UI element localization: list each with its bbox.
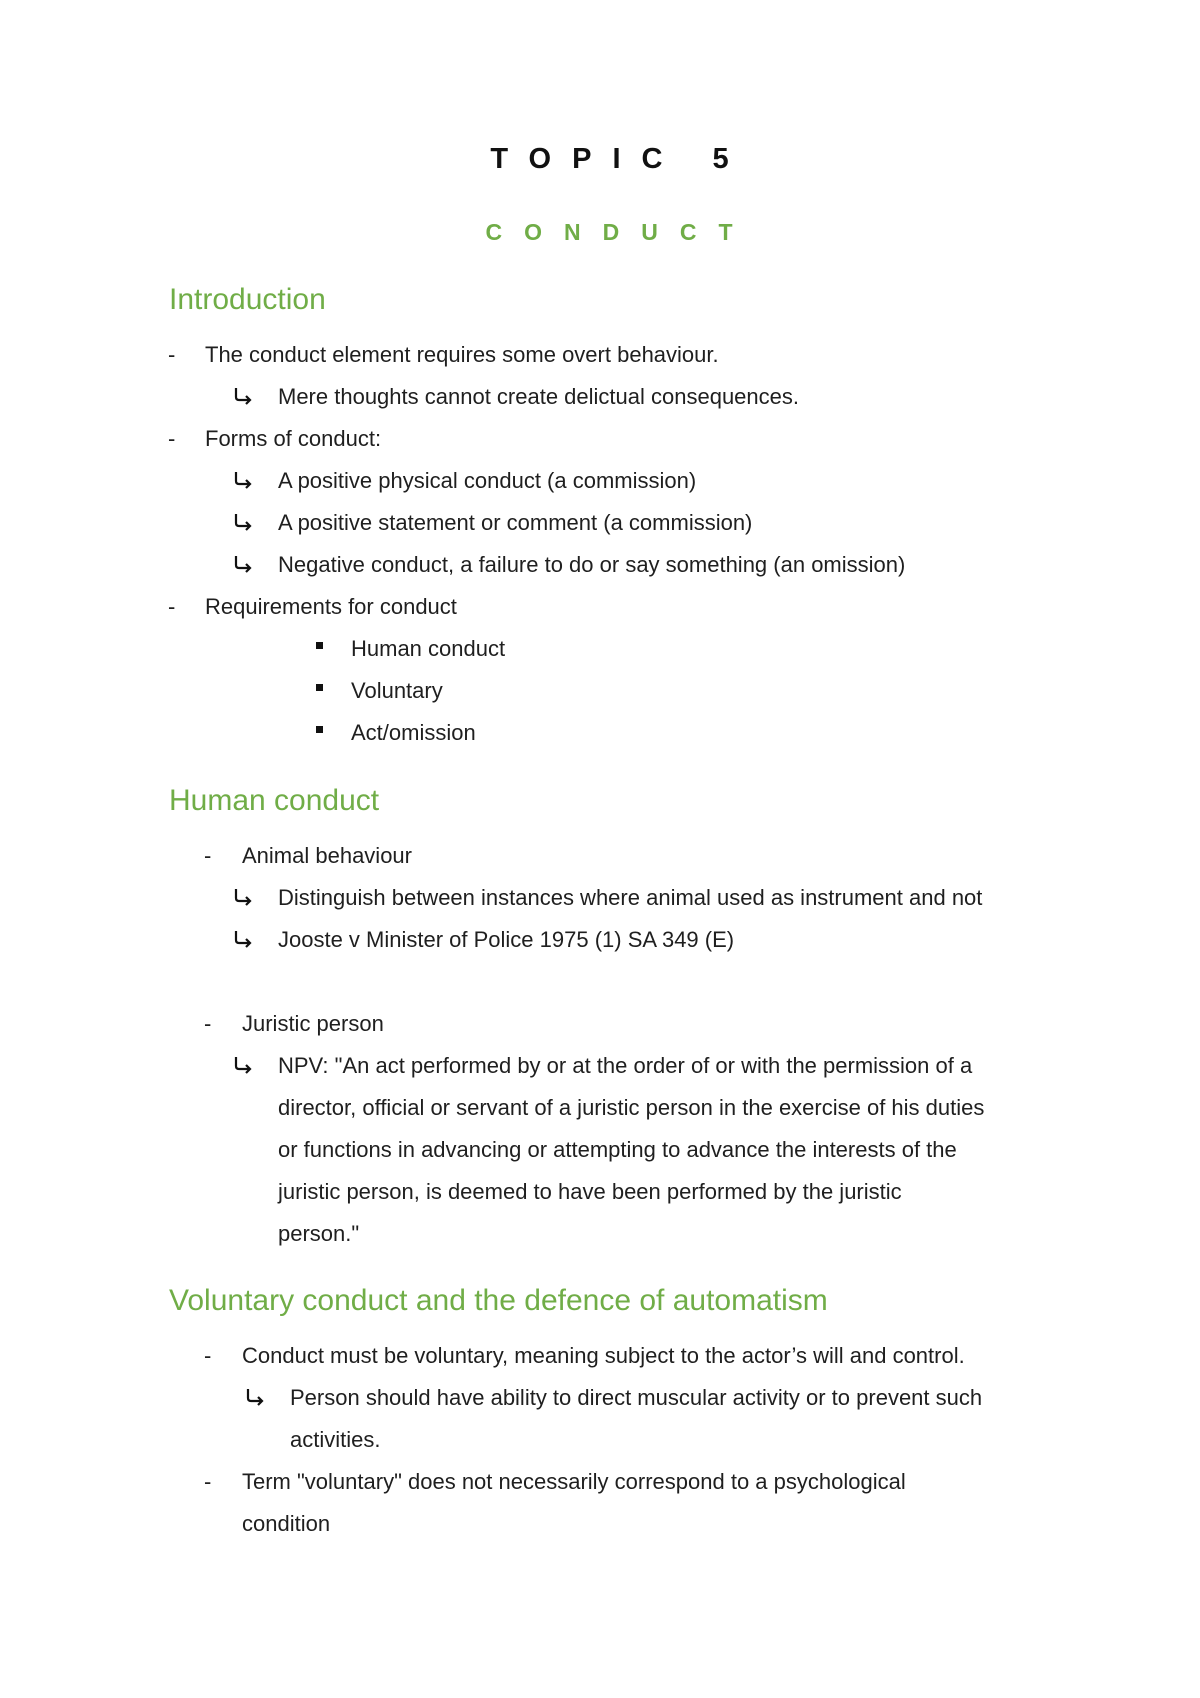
arrow-icon bbox=[243, 1386, 269, 1410]
square-bullet-icon bbox=[316, 642, 323, 649]
list-item: Voluntary bbox=[351, 678, 443, 703]
list-item: The conduct element requires some overt behaviour. bbox=[205, 342, 719, 367]
page-title: TOPIC 5 bbox=[490, 143, 750, 175]
list-item: Requirements for conduct bbox=[205, 594, 457, 619]
list-item: Mere thoughts cannot create delictual consequences. bbox=[278, 384, 799, 409]
arrow-icon bbox=[231, 928, 257, 952]
arrow-icon bbox=[231, 886, 257, 910]
list-item: Jooste v Minister of Police 1975 (1) SA 349 (E) bbox=[278, 927, 735, 952]
list-item: Forms of conduct: bbox=[205, 426, 382, 451]
list-item: Act/omission bbox=[351, 720, 476, 745]
list-item: Conduct must be voluntary, meaning subject to the actor’s will and control. bbox=[242, 1343, 965, 1368]
arrow-icon bbox=[231, 469, 257, 493]
square-bullet-icon bbox=[316, 684, 323, 691]
list-item-continuation: person." bbox=[278, 1221, 360, 1246]
dash-bullet: - bbox=[168, 342, 176, 367]
list-item: A positive physical conduct (a commission) bbox=[278, 468, 697, 493]
list-item-continuation: or functions in advancing or attempting to advance the interests of the bbox=[278, 1137, 957, 1162]
list-item-continuation: director, official or servant of a juristic person in the exercise of his duties bbox=[278, 1095, 985, 1120]
section-heading-introduction: Introduction bbox=[169, 283, 326, 316]
dash-bullet: - bbox=[204, 1469, 212, 1494]
list-item: Human conduct bbox=[351, 636, 506, 661]
list-item: Person should have ability to direct muscular activity or to prevent such bbox=[290, 1385, 983, 1410]
arrow-icon bbox=[231, 1054, 257, 1078]
list-item-continuation: activities. bbox=[290, 1427, 381, 1452]
list-item: Term "voluntary" does not necessarily correspond to a psychological bbox=[242, 1469, 906, 1494]
dash-bullet: - bbox=[168, 426, 176, 451]
list-item-continuation: juristic person, is deemed to have been performed by the juristic bbox=[278, 1179, 902, 1204]
arrow-icon bbox=[231, 511, 257, 535]
list-item: Juristic person bbox=[242, 1011, 384, 1036]
list-item: Animal behaviour bbox=[242, 843, 412, 868]
list-item: A positive statement or comment (a commission) bbox=[278, 510, 753, 535]
list-item: NPV: "An act performed by or at the order of or with the permission of a bbox=[278, 1053, 973, 1078]
page-subtitle: CONDUCT bbox=[485, 219, 755, 245]
arrow-icon bbox=[231, 385, 257, 409]
dash-bullet: - bbox=[204, 1343, 212, 1368]
arrow-icon bbox=[231, 553, 257, 577]
list-item-continuation: condition bbox=[242, 1511, 331, 1536]
list-item: Distinguish between instances where animal used as instrument and not bbox=[278, 885, 983, 910]
section-heading-human-conduct: Human conduct bbox=[169, 784, 380, 817]
dash-bullet: - bbox=[168, 594, 176, 619]
square-bullet-icon bbox=[316, 726, 323, 733]
dash-bullet: - bbox=[204, 843, 212, 868]
dash-bullet: - bbox=[204, 1011, 212, 1036]
list-item: Negative conduct, a failure to do or say something (an omission) bbox=[278, 552, 906, 577]
section-heading-voluntary-conduct: Voluntary conduct and the defence of automatism bbox=[169, 1284, 828, 1317]
